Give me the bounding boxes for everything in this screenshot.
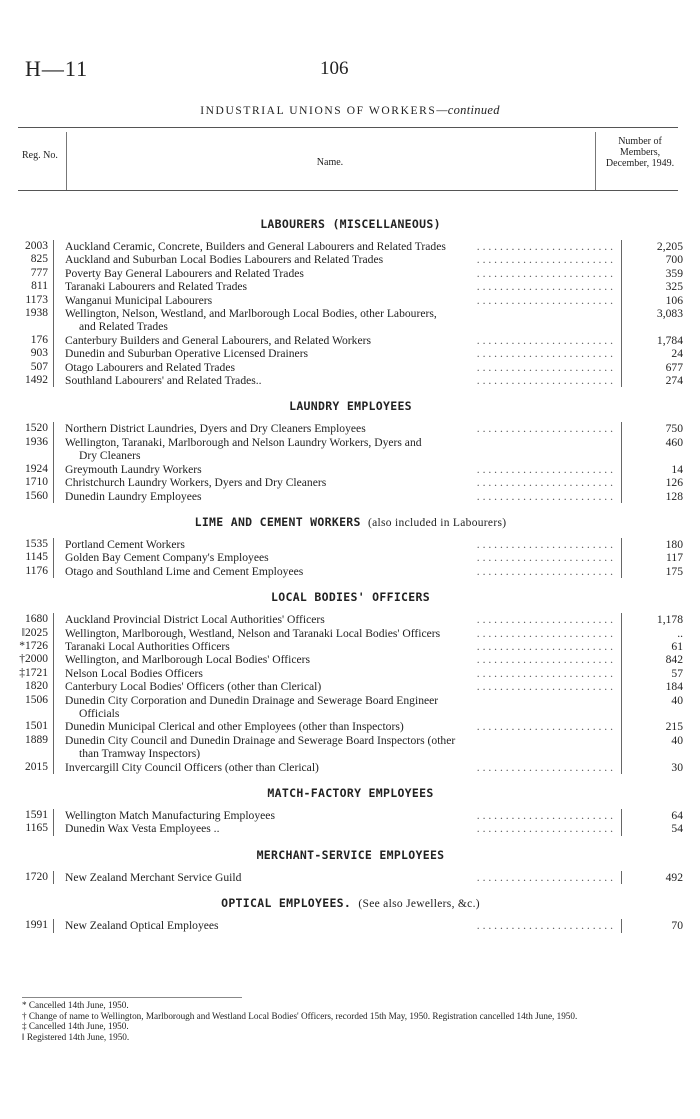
row-divider bbox=[53, 307, 60, 334]
union-name bbox=[65, 613, 621, 626]
table-row bbox=[18, 761, 683, 774]
leader-dots: . . . . . . . . . . . . . . . . . . . . . . . . bbox=[476, 551, 613, 565]
union-name-text: Christchurch Laundry Workers, Dyers and Dry Cleaners bbox=[65, 476, 330, 489]
union-name-text: Southland Labourers' and Related Trades.. bbox=[65, 374, 266, 387]
section-heading bbox=[18, 786, 683, 800]
union-name bbox=[65, 490, 621, 503]
members-divider bbox=[621, 667, 622, 680]
union-name-text: New Zealand Optical Employees bbox=[65, 919, 223, 932]
reg-number: 825 bbox=[30, 253, 48, 266]
leader-dots: . . . . . . . . . . . . . . . . . . . . . . . . bbox=[476, 462, 613, 476]
footnotes bbox=[22, 1000, 682, 1042]
union-name-text: Wellington, and Marlborough Local Bodies' Officers bbox=[65, 653, 314, 666]
table-row bbox=[18, 490, 683, 503]
union-name bbox=[65, 538, 621, 551]
row-divider bbox=[53, 490, 60, 503]
row-divider bbox=[53, 565, 60, 578]
leader-dots: . . . . . . . . . . . . . . . . . . . . . . . . bbox=[476, 293, 613, 307]
members-divider bbox=[621, 694, 622, 721]
union-name bbox=[65, 694, 621, 721]
members-divider bbox=[621, 267, 622, 280]
union-name-text: Portland Cement Workers bbox=[65, 538, 189, 551]
union-name bbox=[65, 919, 621, 932]
table-row bbox=[18, 551, 683, 564]
members-divider bbox=[621, 361, 622, 374]
member-count: 40 bbox=[671, 733, 683, 747]
row-divider bbox=[53, 653, 60, 666]
footnote: ‡ Cancelled 14th June, 1950. bbox=[22, 1021, 129, 1031]
reg-number: 1820 bbox=[25, 680, 48, 693]
union-name bbox=[65, 253, 621, 266]
row-divider bbox=[53, 640, 60, 653]
reg-number: 903 bbox=[30, 347, 48, 360]
member-count: 359 bbox=[665, 266, 683, 280]
members-divider bbox=[621, 294, 622, 307]
member-count: 2,205 bbox=[656, 240, 683, 253]
section-title: MATCH-FACTORY EMPLOYEES bbox=[267, 786, 434, 800]
union-name-text: Dunedin City Corporation and Dunedin Drainage and Sewerage Board Engineer bbox=[65, 694, 442, 707]
reg-number: 1680 bbox=[25, 613, 48, 626]
reg-number: 1501 bbox=[25, 720, 48, 733]
leader-dots: . . . . . . . . . . . . . . . . . . . . . . . . bbox=[476, 760, 613, 774]
leader-dots: . . . . . . . . . . . . . . . . . . . . . . . . bbox=[476, 822, 613, 836]
row-divider bbox=[53, 280, 60, 293]
column-divider-right bbox=[595, 132, 596, 190]
union-name-text: Taranaki Labourers and Related Trades bbox=[65, 280, 251, 293]
leader-dots: . . . . . . . . . . . . . . . . . . . . . . . . bbox=[476, 639, 613, 653]
row-divider bbox=[53, 294, 60, 307]
union-name-continuation: Officials bbox=[79, 706, 120, 720]
table-row bbox=[18, 680, 683, 693]
union-name bbox=[65, 361, 621, 374]
union-name bbox=[65, 627, 621, 640]
row-divider bbox=[53, 267, 60, 280]
table-row bbox=[18, 374, 683, 387]
member-count: 70 bbox=[671, 919, 683, 933]
reg-number: 777 bbox=[30, 266, 48, 279]
section-heading bbox=[18, 848, 683, 862]
members-divider bbox=[621, 240, 622, 253]
table-header-rule bbox=[18, 190, 678, 191]
union-name bbox=[65, 422, 621, 435]
member-count: 215 bbox=[665, 720, 683, 734]
members-divider bbox=[621, 627, 622, 640]
row-divider bbox=[53, 374, 60, 387]
column-header-reg: Reg. No. bbox=[22, 150, 58, 161]
union-name bbox=[65, 551, 621, 564]
union-name bbox=[65, 240, 621, 253]
union-name-text: New Zealand Merchant Service Guild bbox=[65, 871, 245, 884]
union-name-continuation: than Tramway Inspectors) bbox=[79, 747, 201, 761]
member-count: 14 bbox=[671, 462, 683, 476]
members-divider bbox=[621, 422, 622, 435]
members-divider bbox=[621, 253, 622, 266]
leader-dots: . . . . . . . . . . . . . . . . . . . . . . . . bbox=[476, 476, 613, 490]
members-divider bbox=[621, 613, 622, 626]
leader-dots: . . . . . . . . . . . . . . . . . . . . . . . . bbox=[476, 537, 613, 551]
members-divider bbox=[621, 551, 622, 564]
table-row bbox=[18, 307, 683, 334]
member-count: 325 bbox=[665, 280, 683, 294]
section-heading bbox=[18, 590, 683, 604]
row-divider bbox=[53, 551, 60, 564]
leader-dots: . . . . . . . . . . . . . . . . . . . . . . . . bbox=[476, 240, 613, 253]
union-name bbox=[65, 347, 621, 360]
member-count: 61 bbox=[671, 639, 683, 653]
union-name-continuation: Dry Cleaners bbox=[79, 449, 141, 463]
leader-dots: . . . . . . . . . . . . . . . . . . . . . . . . bbox=[476, 626, 613, 640]
member-count: 30 bbox=[671, 760, 683, 774]
member-count: 460 bbox=[665, 435, 683, 449]
union-name bbox=[65, 294, 621, 307]
row-divider bbox=[53, 761, 60, 774]
series-code: H—11 bbox=[25, 56, 89, 81]
members-divider bbox=[621, 490, 622, 503]
row-divider bbox=[53, 734, 60, 761]
row-divider bbox=[53, 720, 60, 733]
row-divider bbox=[53, 627, 60, 640]
row-divider bbox=[53, 347, 60, 360]
table-row bbox=[18, 280, 683, 293]
leader-dots: . . . . . . . . . . . . . . . . . . . . . . . . bbox=[476, 666, 613, 680]
section-note: (See also Jewellers, &c.) bbox=[358, 898, 480, 911]
union-name-text: Canterbury Builders and General Labourers, and Related Workers bbox=[65, 334, 375, 347]
member-count: 842 bbox=[665, 653, 683, 667]
reg-number: 811 bbox=[31, 280, 48, 293]
table-row bbox=[18, 667, 683, 680]
section-title: LOCAL BODIES' OFFICERS bbox=[271, 590, 430, 605]
reg-number: 1173 bbox=[25, 293, 48, 306]
member-count: .. bbox=[677, 626, 683, 640]
member-count: 1,178 bbox=[656, 613, 683, 627]
table-row bbox=[18, 436, 683, 463]
footnote: * Cancelled 14th June, 1950. bbox=[22, 1000, 129, 1010]
union-name bbox=[65, 667, 621, 680]
member-count: 700 bbox=[665, 253, 683, 267]
union-name bbox=[65, 334, 621, 347]
member-count: 126 bbox=[665, 476, 683, 490]
leader-dots: . . . . . . . . . . . . . . . . . . . . . . . . bbox=[476, 809, 613, 822]
table-row bbox=[18, 538, 683, 551]
leader-dots: . . . . . . . . . . . . . . . . . . . . . . . . bbox=[476, 253, 613, 267]
members-divider bbox=[621, 809, 622, 822]
union-name bbox=[65, 267, 621, 280]
reg-number: 1924 bbox=[25, 462, 48, 475]
union-name-text: Wellington, Marlborough, Westland, Nelson and Taranaki Local Bodies' Officers bbox=[65, 627, 444, 640]
reg-number: 1720 bbox=[25, 870, 48, 883]
subtitle-caps: INDUSTRIAL UNIONS OF WORKERS bbox=[200, 105, 437, 117]
member-count: 3,083 bbox=[656, 307, 683, 321]
union-name-text: Taranaki Local Authorities Officers bbox=[65, 640, 234, 653]
union-name-text: Dunedin Wax Vesta Employees .. bbox=[65, 822, 223, 835]
reg-number: 2015 bbox=[25, 760, 48, 773]
page-subtitle bbox=[0, 103, 700, 118]
union-name bbox=[65, 640, 621, 653]
table-row bbox=[18, 422, 683, 435]
reg-number: 176 bbox=[30, 333, 48, 346]
union-name-text: Northern District Laundries, Dyers and Dry Cleaners Employees bbox=[65, 422, 370, 435]
section-title: OPTICAL EMPLOYEES. bbox=[221, 896, 352, 911]
union-name-text: Greymouth Laundry Workers bbox=[65, 463, 206, 476]
member-count: 64 bbox=[671, 809, 683, 822]
members-divider bbox=[621, 653, 622, 666]
row-divider bbox=[53, 334, 60, 347]
members-divider bbox=[621, 680, 622, 693]
union-name bbox=[65, 809, 621, 822]
leader-dots: . . . . . . . . . . . . . . . . . . . . . . . . bbox=[476, 653, 613, 667]
members-divider bbox=[621, 463, 622, 476]
members-divider bbox=[621, 280, 622, 293]
member-count: 117 bbox=[666, 551, 683, 565]
member-count: 180 bbox=[665, 537, 683, 551]
reg-number: 1889 bbox=[25, 733, 48, 746]
union-name bbox=[65, 761, 621, 774]
member-count: 175 bbox=[665, 564, 683, 578]
section-heading bbox=[18, 399, 683, 413]
union-name-text: Otago and Southland Lime and Cement Employees bbox=[65, 565, 307, 578]
members-divider bbox=[621, 822, 622, 835]
member-count: 492 bbox=[665, 870, 683, 884]
section-title: LAUNDRY EMPLOYEES bbox=[289, 399, 412, 414]
union-name-text: Wellington, Taranaki, Marlborough and Nelson Laundry Workers, Dyers and bbox=[65, 436, 426, 449]
section-title: LIME AND CEMENT WORKERS bbox=[194, 514, 361, 529]
members-divider bbox=[621, 476, 622, 489]
table-row bbox=[18, 463, 683, 476]
table-row bbox=[18, 871, 683, 884]
leader-dots: . . . . . . . . . . . . . . . . . . . . . . . . bbox=[476, 374, 613, 388]
leader-dots: . . . . . . . . . . . . . . . . . . . . . . . . bbox=[476, 870, 613, 884]
members-divider bbox=[621, 307, 622, 334]
reg-number: *1726 bbox=[19, 639, 48, 652]
table-row bbox=[18, 347, 683, 360]
reg-number: 1492 bbox=[25, 374, 48, 387]
table-row bbox=[18, 361, 683, 374]
column-header-members: Number of Members, December, 1949. bbox=[605, 136, 675, 169]
leader-dots: . . . . . . . . . . . . . . . . . . . . . . . . bbox=[476, 613, 613, 627]
table-row bbox=[18, 640, 683, 653]
members-divider bbox=[621, 871, 622, 884]
union-name-text: Poverty Bay General Labourers and Related Trades bbox=[65, 267, 308, 280]
member-count: 677 bbox=[665, 360, 683, 374]
members-divider bbox=[621, 334, 622, 347]
reg-number: 1591 bbox=[25, 809, 48, 821]
table-row bbox=[18, 565, 683, 578]
table-row bbox=[18, 809, 683, 822]
reg-number: †2000 bbox=[19, 653, 48, 666]
union-name-text: Auckland and Suburban Local Bodies Labourers and Related Trades bbox=[65, 253, 387, 266]
section-heading bbox=[18, 217, 683, 231]
row-divider bbox=[53, 361, 60, 374]
reg-number: ‡1721 bbox=[19, 666, 48, 679]
union-name-text: Wanganui Municipal Labourers bbox=[65, 294, 216, 307]
footnote: ‖ Registered 14th June, 1950. bbox=[22, 1031, 130, 1042]
union-name bbox=[65, 871, 621, 884]
reg-number: 1936 bbox=[25, 435, 48, 448]
members-divider bbox=[621, 919, 622, 932]
reg-number: 507 bbox=[30, 360, 48, 373]
members-divider bbox=[621, 374, 622, 387]
union-name-text: Auckland Provincial District Local Authorities' Officers bbox=[65, 613, 329, 626]
reg-number: 1938 bbox=[25, 307, 48, 320]
leader-dots: . . . . . . . . . . . . . . . . . . . . . . . . bbox=[476, 333, 613, 347]
table-row bbox=[18, 613, 683, 626]
section-heading bbox=[18, 896, 683, 910]
leader-dots: . . . . . . . . . . . . . . . . . . . . . . . . bbox=[476, 680, 613, 694]
column-header-name: Name. bbox=[316, 157, 344, 168]
union-name bbox=[65, 476, 621, 489]
leader-dots: . . . . . . . . . . . . . . . . . . . . . . . . bbox=[476, 919, 613, 933]
reg-number: 1165 bbox=[25, 822, 48, 835]
table-row bbox=[18, 627, 683, 640]
members-divider bbox=[621, 734, 622, 761]
union-name-text: Dunedin Laundry Employees bbox=[65, 490, 206, 503]
union-name-text: Otago Labourers and Related Trades bbox=[65, 361, 239, 374]
reg-number: 1560 bbox=[25, 489, 48, 502]
table-row bbox=[18, 253, 683, 266]
table-row bbox=[18, 720, 683, 733]
reg-number: 1506 bbox=[25, 693, 48, 706]
union-name bbox=[65, 307, 621, 334]
union-name bbox=[65, 565, 621, 578]
row-divider bbox=[53, 422, 60, 435]
row-divider bbox=[53, 694, 60, 721]
footnote: † Change of name to Wellington, Marlborough and Westland Local Bodies' Officers, recorded 15th May, 1950. Registration cancelled 14th June, 1950. bbox=[22, 1010, 578, 1021]
leader-dots: . . . . . . . . . . . . . . . . . . . . . . . . bbox=[476, 360, 613, 374]
union-name-text: Auckland Ceramic, Concrete, Builders and General Labourers and Related Trades bbox=[65, 240, 450, 253]
union-name-text: Wellington, Nelson, Westland, and Marlborough Local Bodies, other Labourers, bbox=[65, 307, 441, 320]
reg-number: ‖2025 bbox=[21, 626, 48, 639]
union-name-text: Dunedin Municipal Clerical and other Employees (other than Inspectors) bbox=[65, 720, 408, 733]
union-name bbox=[65, 680, 621, 693]
table-row bbox=[18, 822, 683, 835]
row-divider bbox=[53, 253, 60, 266]
row-divider bbox=[53, 667, 60, 680]
page-number: 106 bbox=[320, 58, 349, 79]
members-divider bbox=[621, 538, 622, 551]
union-name bbox=[65, 822, 621, 835]
members-divider bbox=[621, 347, 622, 360]
subtitle-continued: —continued bbox=[436, 103, 500, 117]
member-count: 54 bbox=[671, 822, 683, 836]
member-count: 750 bbox=[665, 422, 683, 436]
union-name-text: Nelson Local Bodies Officers bbox=[65, 667, 207, 680]
union-name bbox=[65, 280, 621, 293]
table-row bbox=[18, 694, 683, 721]
row-divider bbox=[53, 822, 60, 835]
table-row bbox=[18, 919, 683, 932]
row-divider bbox=[53, 476, 60, 489]
members-divider bbox=[621, 720, 622, 733]
union-name-text: Wellington Match Manufacturing Employees bbox=[65, 809, 279, 822]
reg-number: 2003 bbox=[25, 240, 48, 252]
reg-number: 1535 bbox=[25, 537, 48, 550]
union-name-continuation: and Related Trades bbox=[79, 320, 168, 334]
union-name-text: Dunedin and Suburban Operative Licensed Drainers bbox=[65, 347, 312, 360]
table-row bbox=[18, 334, 683, 347]
member-count: 40 bbox=[671, 693, 683, 707]
union-name-text: Dunedin City Council and Dunedin Drainage and Sewerage Board Inspectors (other bbox=[65, 734, 459, 747]
member-count: 24 bbox=[671, 347, 683, 361]
member-count: 184 bbox=[665, 680, 683, 694]
reg-number: 1520 bbox=[25, 422, 48, 435]
footnote-rule bbox=[22, 997, 242, 998]
member-count: 128 bbox=[665, 489, 683, 503]
leader-dots: . . . . . . . . . . . . . . . . . . . . . . . . bbox=[476, 422, 613, 436]
union-name bbox=[65, 653, 621, 666]
section-title: MERCHANT-SERVICE EMPLOYEES bbox=[256, 847, 445, 862]
reg-number: 1145 bbox=[25, 551, 48, 564]
members-divider bbox=[621, 436, 622, 463]
leader-dots: . . . . . . . . . . . . . . . . . . . . . . . . bbox=[476, 347, 613, 361]
reg-number: 1991 bbox=[25, 919, 48, 932]
row-divider bbox=[53, 680, 60, 693]
row-divider bbox=[53, 809, 60, 822]
column-divider-left bbox=[66, 132, 67, 190]
table-row bbox=[18, 294, 683, 307]
table-row bbox=[18, 267, 683, 280]
union-name bbox=[65, 463, 621, 476]
table-row bbox=[18, 734, 683, 761]
section-title: LABOURERS (MISCELLANEOUS) bbox=[260, 217, 441, 231]
union-name-text: Canterbury Local Bodies' Officers (other than Clerical) bbox=[65, 680, 325, 693]
union-name bbox=[65, 734, 621, 761]
table-row bbox=[18, 653, 683, 666]
members-divider bbox=[621, 640, 622, 653]
member-count: 1,784 bbox=[656, 333, 683, 347]
leader-dots: . . . . . . . . . . . . . . . . . . . . . . . . bbox=[476, 266, 613, 280]
leader-dots: . . . . . . . . . . . . . . . . . . . . . . . . bbox=[476, 564, 613, 578]
members-divider bbox=[621, 565, 622, 578]
table-body bbox=[18, 205, 683, 933]
reg-number: 1176 bbox=[25, 564, 48, 577]
row-divider bbox=[53, 871, 60, 884]
union-name bbox=[65, 436, 621, 463]
union-name-text: Golden Bay Cement Company's Employees bbox=[65, 551, 273, 564]
table-top-rule bbox=[18, 127, 678, 128]
table-row bbox=[18, 240, 683, 253]
row-divider bbox=[53, 538, 60, 551]
leader-dots: . . . . . . . . . . . . . . . . . . . . . . . . bbox=[476, 720, 613, 734]
section-heading bbox=[18, 515, 683, 529]
row-divider bbox=[53, 436, 60, 463]
leader-dots: . . . . . . . . . . . . . . . . . . . . . . . . bbox=[476, 280, 613, 294]
row-divider bbox=[53, 919, 60, 932]
member-count: 57 bbox=[671, 666, 683, 680]
row-divider bbox=[53, 463, 60, 476]
union-name-text: Invercargill City Council Officers (other than Clerical) bbox=[65, 761, 323, 774]
row-divider bbox=[53, 613, 60, 626]
union-name bbox=[65, 720, 621, 733]
row-divider bbox=[53, 240, 60, 253]
table-row bbox=[18, 476, 683, 489]
members-divider bbox=[621, 761, 622, 774]
member-count: 106 bbox=[665, 293, 683, 307]
union-name bbox=[65, 374, 621, 387]
leader-dots: . . . . . . . . . . . . . . . . . . . . . . . . bbox=[476, 489, 613, 503]
section-note: (also included in Labourers) bbox=[368, 516, 507, 529]
reg-number: 1710 bbox=[25, 476, 48, 489]
member-count: 274 bbox=[665, 374, 683, 388]
